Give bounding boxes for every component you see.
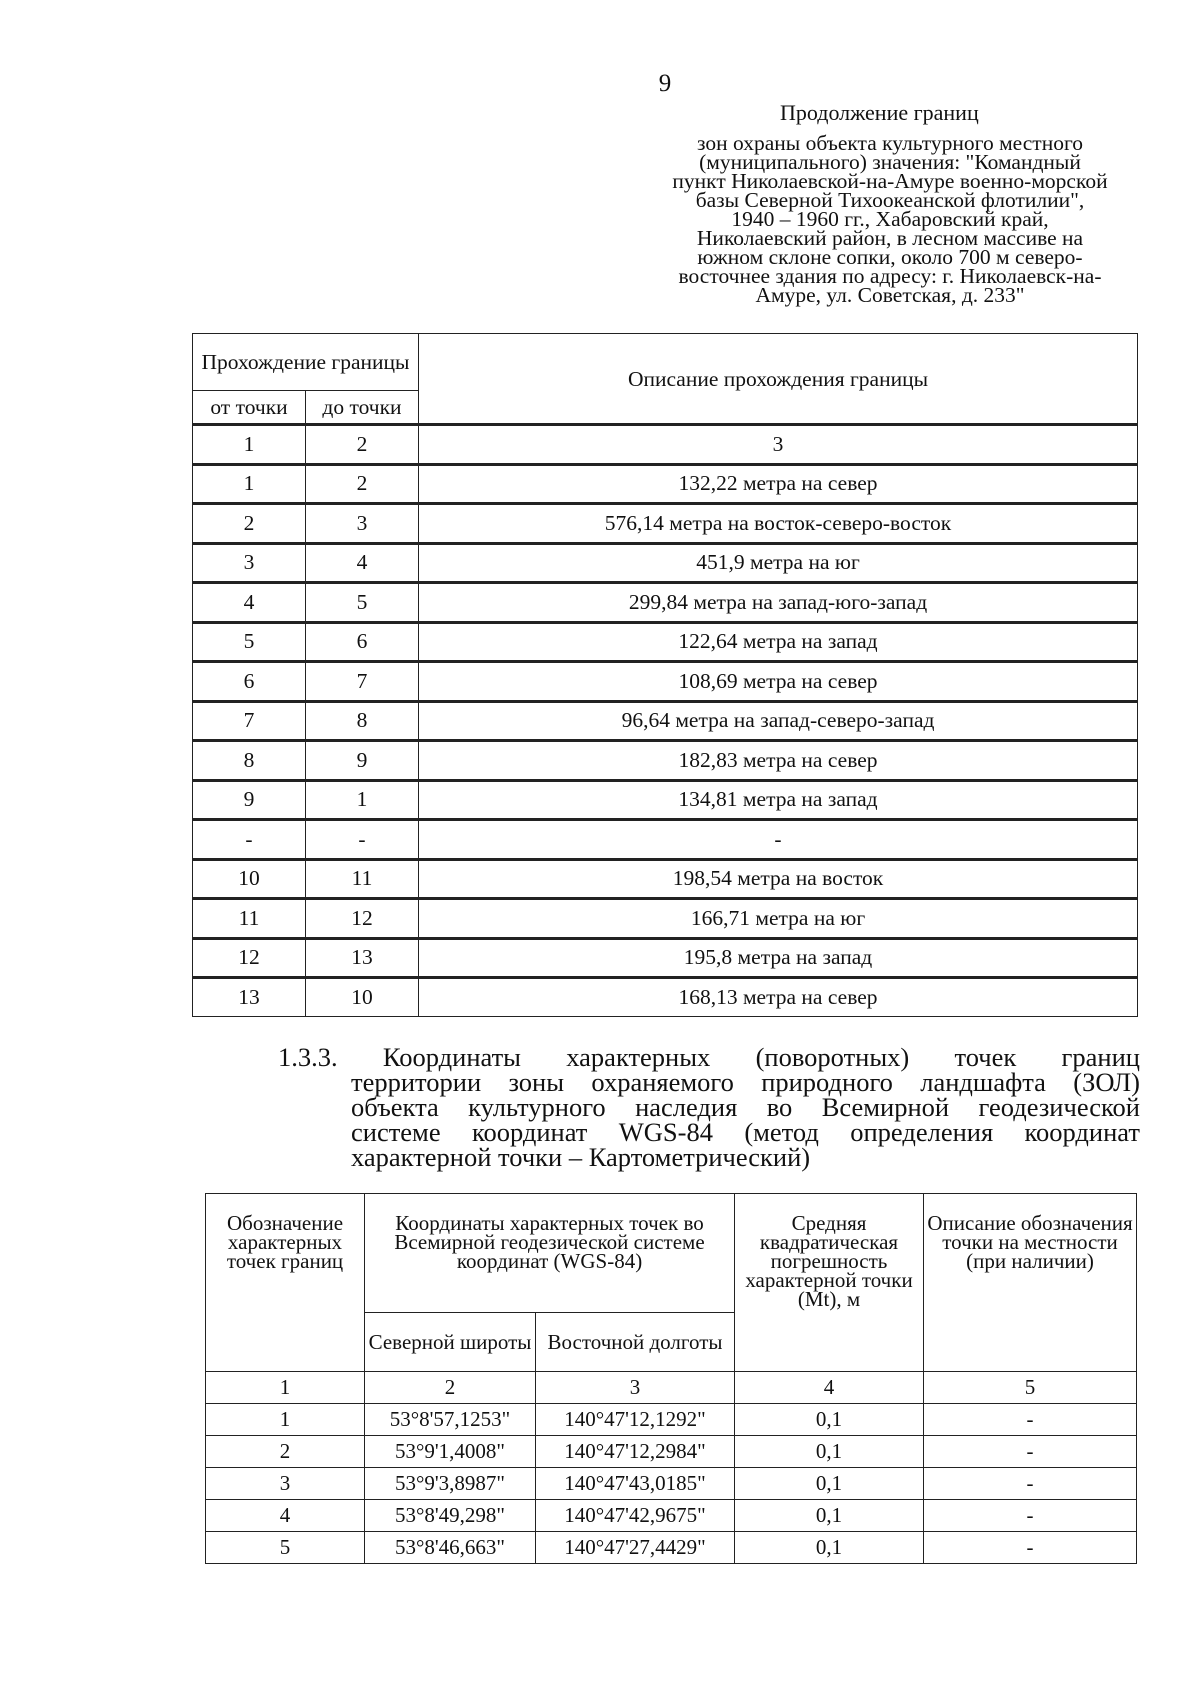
table-cell: 2	[306, 425, 419, 465]
table-row	[206, 1532, 1137, 1564]
table-cell: 299,84 метра на запад-юго-запад	[419, 583, 1138, 623]
boundary-table	[192, 333, 1138, 1017]
heading-line: базы Северной Тихоокеанской флотилии",	[695, 188, 1085, 212]
table-cell: 12	[193, 938, 306, 978]
table-cell: 140°47'43,0185"	[536, 1468, 735, 1500]
table-row	[193, 583, 1138, 623]
table-cell: 1	[306, 780, 419, 820]
table-cell: 9	[306, 741, 419, 781]
table-cell: 12	[306, 899, 419, 939]
heading-line: зон охраны объекта культурного местного	[697, 131, 1083, 155]
table-cell: -	[924, 1532, 1137, 1564]
table-cell: 134,81 метра на запад	[419, 780, 1138, 820]
table-cell: -	[419, 820, 1138, 860]
table-row	[206, 1372, 1137, 1404]
table-row	[193, 504, 1138, 544]
table-cell: 140°47'27,4429"	[536, 1532, 735, 1564]
section-line: объекта культурного наследия во Всемирной геодезической	[351, 1092, 1140, 1122]
table-row	[193, 741, 1138, 781]
table-cell: 53°8'57,1253"	[365, 1404, 536, 1436]
heading-line: восточнее здания по адресу: г. Николаевск-на-	[678, 264, 1102, 288]
table-cell: 0,1	[735, 1500, 924, 1532]
table-cell: 140°47'12,2984"	[536, 1436, 735, 1468]
table-row	[193, 859, 1138, 899]
section-word: Координаты	[382, 1042, 521, 1072]
table-cell: 2	[206, 1436, 365, 1468]
header-point-designation: Обозначение характерных точек границ	[206, 1194, 365, 1372]
table-row	[193, 662, 1138, 702]
table-cell: 195,8 метра на запад	[419, 938, 1138, 978]
table-row	[193, 425, 1138, 465]
table-cell: 96,64 метра на запад-северо-запад	[419, 701, 1138, 741]
table-row	[193, 938, 1138, 978]
table-cell: 1	[193, 425, 306, 465]
table-cell: 8	[193, 741, 306, 781]
table-cell: 140°47'12,1292"	[536, 1404, 735, 1436]
table-cell: 2	[193, 504, 306, 544]
heading-line: Амуре, ул. Советская, д. 233"	[755, 283, 1025, 307]
table-cell: 140°47'42,9675"	[536, 1500, 735, 1532]
heading-line: Николаевский район, в лесном массиве на	[696, 226, 1084, 250]
table-cell: 4	[735, 1372, 924, 1404]
table-cell: 10	[306, 978, 419, 1017]
table-cell: 2	[365, 1372, 536, 1404]
table-cell: 0,1	[735, 1436, 924, 1468]
table-row	[193, 820, 1138, 860]
table-cell: 9	[193, 780, 306, 820]
table-cell: 11	[193, 899, 306, 939]
section-number: 1.3.3.	[278, 1042, 338, 1072]
table-cell: -	[924, 1468, 1137, 1500]
table-cell: 2	[306, 464, 419, 504]
table-cell: 576,14 метра на восток-северо-восток	[419, 504, 1138, 544]
section-heading	[278, 1042, 1140, 1172]
table-cell: -	[924, 1500, 1137, 1532]
table-row	[206, 1404, 1137, 1436]
table-cell: 6	[193, 662, 306, 702]
table-cell: 53°9'3,8987"	[365, 1468, 536, 1500]
table-row	[193, 899, 1138, 939]
table-cell: 3	[193, 543, 306, 583]
table-row	[193, 780, 1138, 820]
section-line: территории зоны охраняемого природного ландшафта (ЗОЛ)	[351, 1067, 1140, 1097]
table-cell: 13	[193, 978, 306, 1017]
header-east-longitude: Восточной долготы	[536, 1313, 735, 1372]
table-cell: 3	[206, 1468, 365, 1500]
continuation-title: Продолжение границ	[780, 100, 979, 125]
table-cell: -	[193, 820, 306, 860]
table-row	[206, 1500, 1137, 1532]
zone-heading	[630, 131, 1150, 307]
header-north-latitude: Северной широты	[365, 1313, 536, 1372]
table-cell: 3	[419, 425, 1138, 465]
table-cell: 168,13 метра на север	[419, 978, 1138, 1017]
table-cell: 132,22 метра на север	[419, 464, 1138, 504]
table-cell: 7	[306, 662, 419, 702]
table-cell: 1	[206, 1372, 365, 1404]
table-row	[206, 1468, 1137, 1500]
table-cell: 122,64 метра на запад	[419, 622, 1138, 662]
table-cell: -	[924, 1436, 1137, 1468]
table-cell: 198,54 метра на восток	[419, 859, 1138, 899]
header-mean-error: Средняя квадратическая погрешность характерной точки (Mt), м	[735, 1194, 924, 1372]
header-boundary-description: Описание прохождения границы	[419, 334, 1138, 425]
section-word: точек	[954, 1042, 1017, 1072]
coordinates-table	[205, 1193, 1137, 1564]
header-to-point: до точки	[306, 391, 419, 425]
table-cell: 11	[306, 859, 419, 899]
table-cell: 166,71 метра на юг	[419, 899, 1138, 939]
table-cell: 5	[306, 583, 419, 623]
table-cell: 1	[193, 464, 306, 504]
table-cell: 4	[306, 543, 419, 583]
section-word: границ	[1061, 1042, 1140, 1072]
table-cell: 53°8'46,663"	[365, 1532, 536, 1564]
table-cell: 5	[193, 622, 306, 662]
table-cell: -	[924, 1404, 1137, 1436]
table-cell: 3	[306, 504, 419, 544]
heading-line: 1940 – 1960 гг., Хабаровский край,	[731, 207, 1049, 231]
section-word: характерных	[566, 1042, 711, 1072]
table-cell: 4	[206, 1500, 365, 1532]
table-cell: 10	[193, 859, 306, 899]
header-boundary-group: Прохождение границы	[193, 334, 419, 391]
heading-line: пункт Николаевской-на-Амуре военно-морской	[672, 169, 1108, 193]
table-row	[193, 543, 1138, 583]
table-cell: 0,1	[735, 1404, 924, 1436]
table-row	[193, 978, 1138, 1017]
table-row	[206, 1436, 1137, 1468]
header-from-point: от точки	[193, 391, 306, 425]
table-cell: 3	[536, 1372, 735, 1404]
table-cell: 108,69 метра на север	[419, 662, 1138, 702]
table-cell: 13	[306, 938, 419, 978]
section-word: (поворотных)	[755, 1042, 910, 1072]
table-row	[193, 622, 1138, 662]
header-point-description: Описание обозначения точки на местности (при наличии)	[924, 1194, 1137, 1372]
section-line: характерной точки – Картометрический)	[351, 1142, 811, 1172]
page-number: 9	[658, 70, 672, 97]
table-cell: 0,1	[735, 1532, 924, 1564]
table-cell: 53°9'1,4008"	[365, 1436, 536, 1468]
section-line: системе координат WGS-84 (метод определения координат	[351, 1117, 1140, 1147]
header-coordinates: Координаты характерных точек во Всемирной геодезической системе координат (WGS-84)	[365, 1194, 735, 1313]
table-cell: 5	[206, 1532, 365, 1564]
table-cell: 1	[206, 1404, 365, 1436]
table-cell: 5	[924, 1372, 1137, 1404]
table-cell: -	[306, 820, 419, 860]
heading-line: южном склоне сопки, около 700 м северо-	[697, 245, 1083, 269]
table-cell: 53°8'49,298"	[365, 1500, 536, 1532]
table-cell: 7	[193, 701, 306, 741]
table-cell: 182,83 метра на север	[419, 741, 1138, 781]
table-row	[193, 701, 1138, 741]
heading-line: (муниципального) значения: "Командный	[699, 150, 1081, 174]
table-row	[193, 464, 1138, 504]
table-cell: 6	[306, 622, 419, 662]
table-cell: 451,9 метра на юг	[419, 543, 1138, 583]
table-cell: 0,1	[735, 1468, 924, 1500]
table-cell: 4	[193, 583, 306, 623]
table-cell: 8	[306, 701, 419, 741]
